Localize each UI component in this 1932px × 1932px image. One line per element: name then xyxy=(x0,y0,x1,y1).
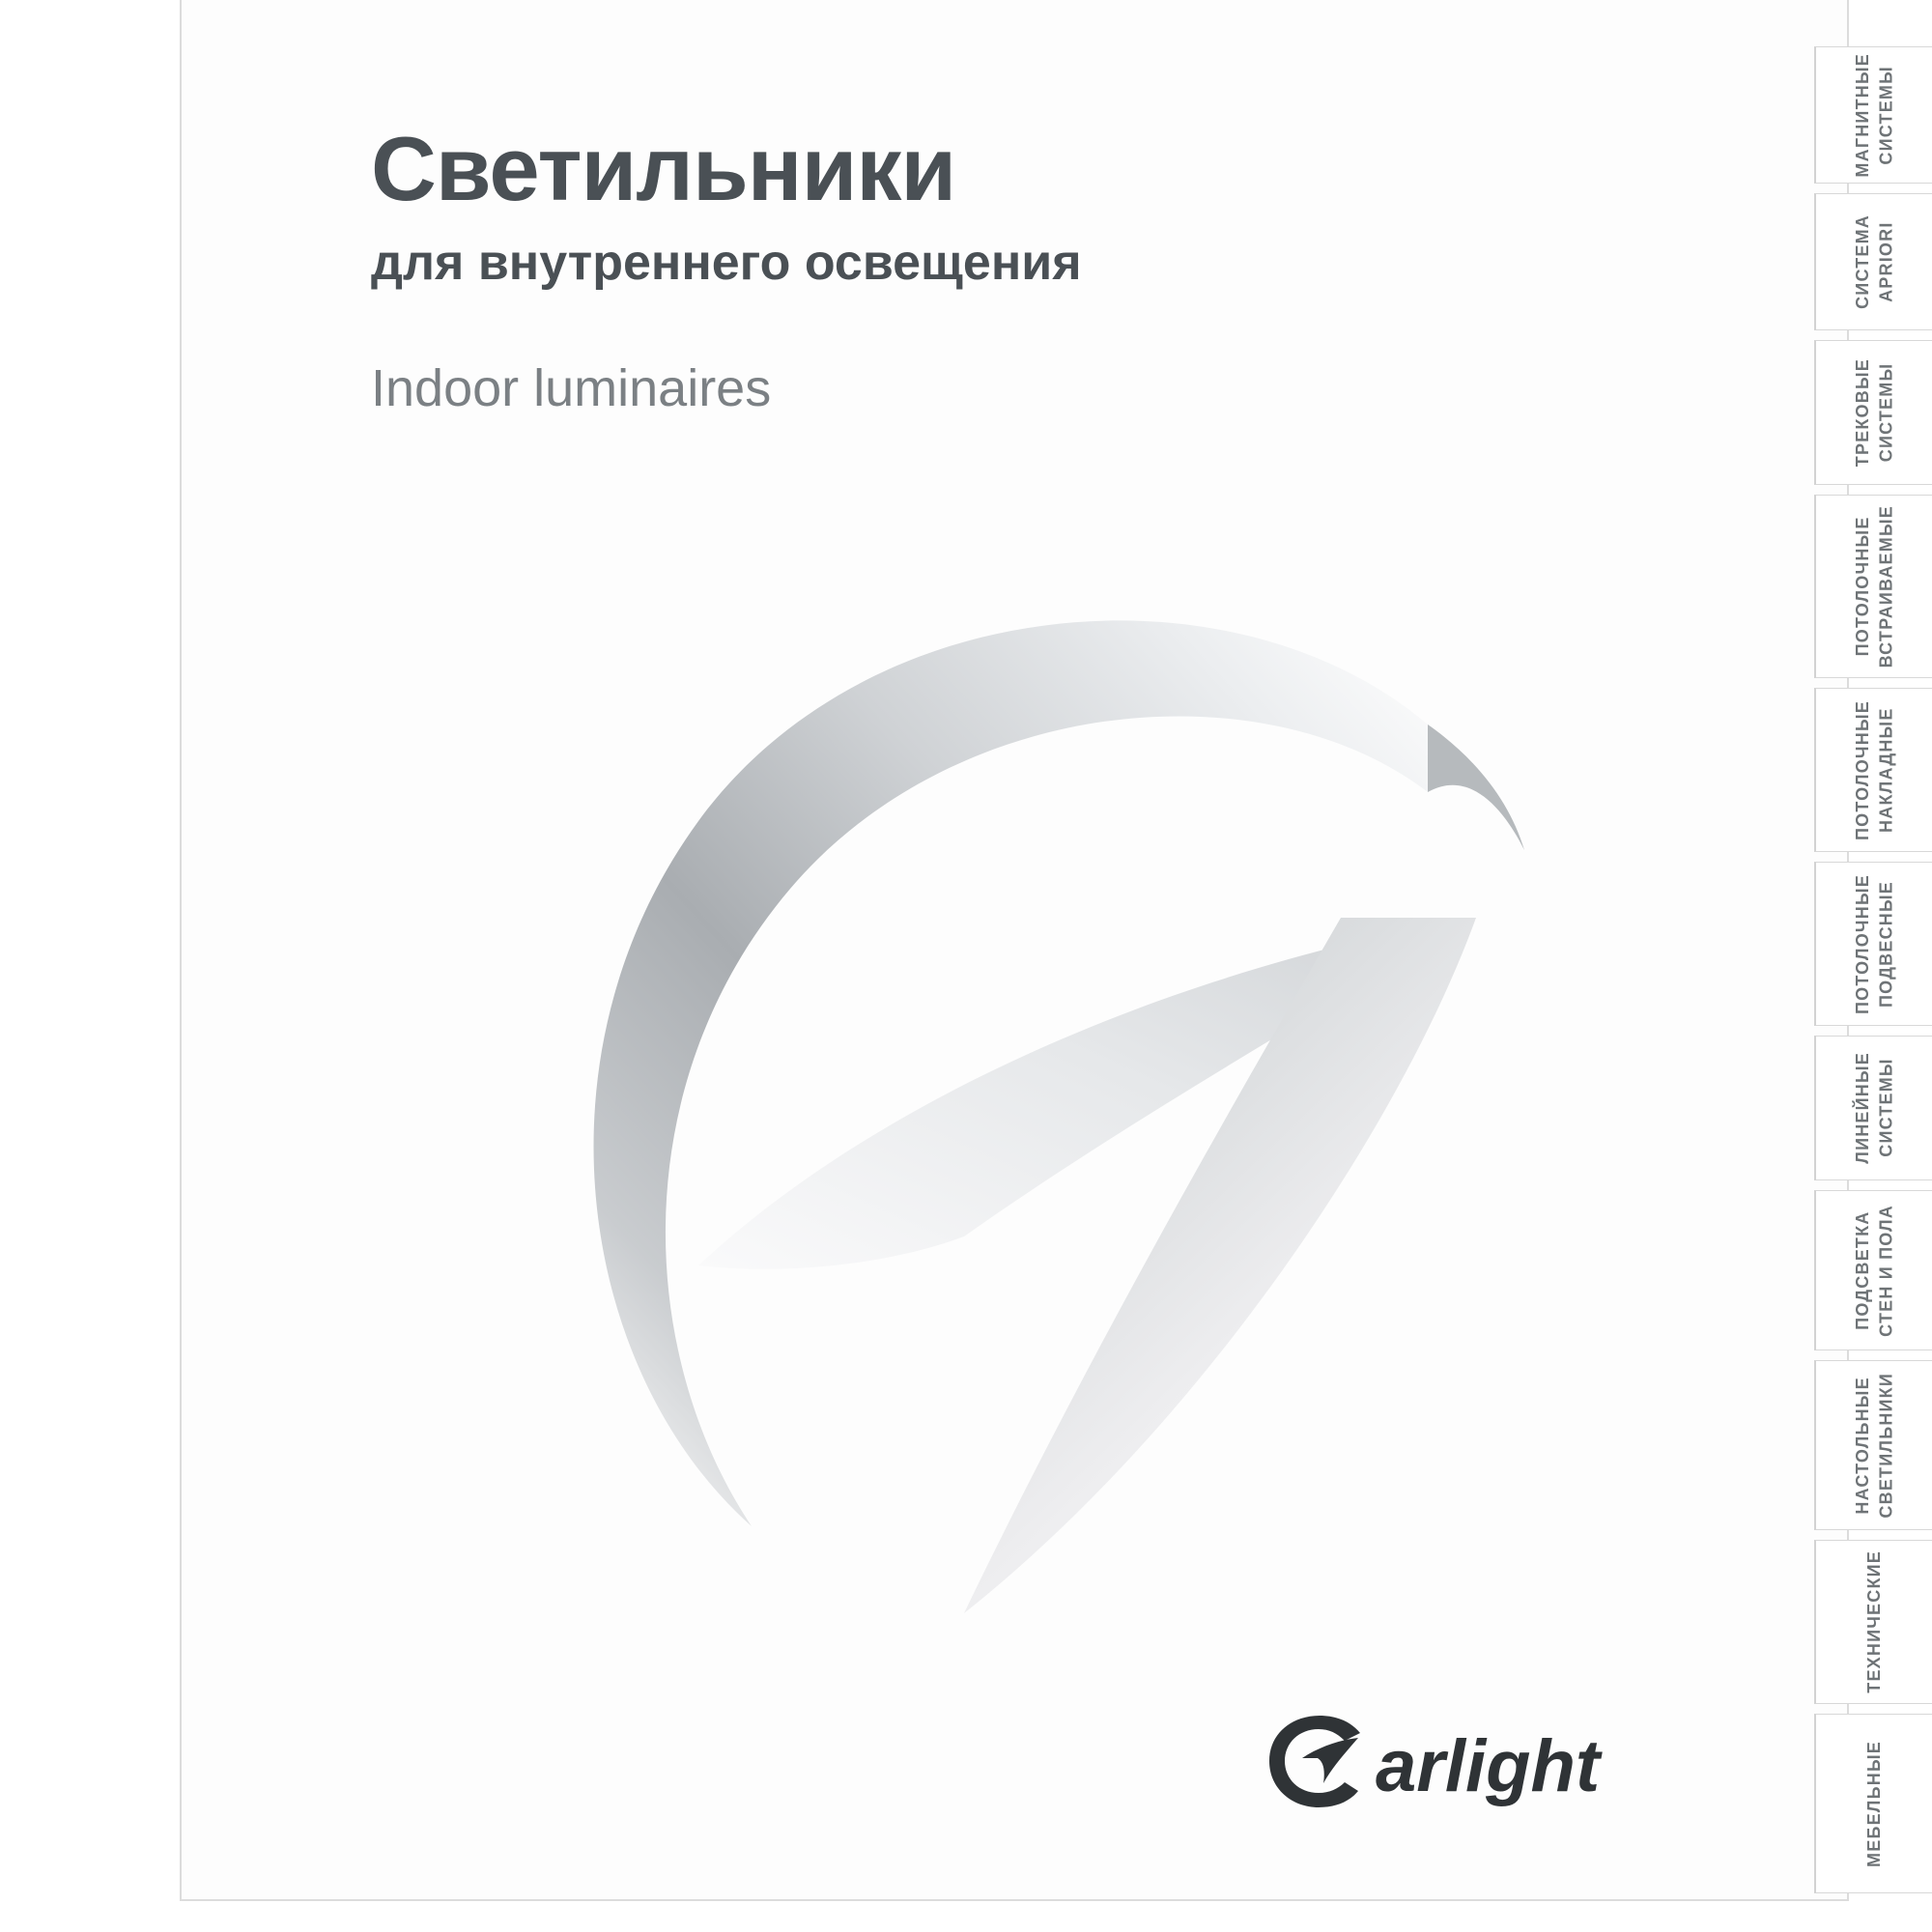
tab-label: МЕБЕЛЬНЫЕ xyxy=(1863,1740,1884,1867)
page-sheet xyxy=(180,0,1849,1901)
tab-technical[interactable] xyxy=(1814,1540,1932,1704)
tab-track-systems[interactable] xyxy=(1814,340,1932,485)
tab-label: ПОТОЛОЧНЫЕ НАКЛАДНЫЕ xyxy=(1852,699,1895,840)
tab-ceiling-recessed[interactable] xyxy=(1814,495,1932,678)
tab-apriori-system[interactable] xyxy=(1814,193,1932,330)
tab-wall-floor-lighting[interactable] xyxy=(1814,1190,1932,1350)
tab-label: ПОТОЛОЧНЫЕ ПОДВЕСНЫЕ xyxy=(1852,873,1895,1014)
section-tabs xyxy=(1814,0,1932,1932)
tab-label: ПОДСВЕТКА СТЕН И ПОЛА xyxy=(1852,1204,1895,1337)
tab-magnetic-systems[interactable] xyxy=(1814,46,1932,184)
page-title-english: Indoor luminaires xyxy=(371,359,772,418)
tab-ceiling-suspended[interactable] xyxy=(1814,862,1932,1026)
tab-label: МАГНИТНЫЕ СИСТЕМЫ xyxy=(1852,52,1895,178)
tab-table-lamps[interactable] xyxy=(1814,1360,1932,1530)
page-title: Светильники xyxy=(371,118,956,219)
tab-label: ПОТОЛОЧНЫЕ ВСТРАИВАЕМЫЕ xyxy=(1852,504,1895,668)
tab-label: ТРЕКОВЫЕ СИСТЕМЫ xyxy=(1852,357,1895,468)
brand-wordmark: arlight xyxy=(1376,1725,1601,1807)
page-subtitle: для внутреннего освещения xyxy=(371,235,1082,291)
brand-swoosh-watermark xyxy=(500,502,1524,1642)
brand-logo xyxy=(1252,1708,1658,1814)
tab-ceiling-surface[interactable] xyxy=(1814,688,1932,852)
tab-label: НАСТОЛЬНЫЕ СВЕТИЛЬНИКИ xyxy=(1852,1372,1895,1519)
tab-linear-systems[interactable] xyxy=(1814,1036,1932,1180)
tab-label: СИСТЕМА APRIORI xyxy=(1852,214,1895,309)
tab-furniture[interactable] xyxy=(1814,1714,1932,1893)
cover-title-block xyxy=(371,118,1337,418)
tab-label: ЛИНЕЙНЫЕ СИСТЕМЫ xyxy=(1852,1052,1895,1164)
tab-label: ТЕХНИЧЕСКИЕ xyxy=(1863,1550,1884,1693)
